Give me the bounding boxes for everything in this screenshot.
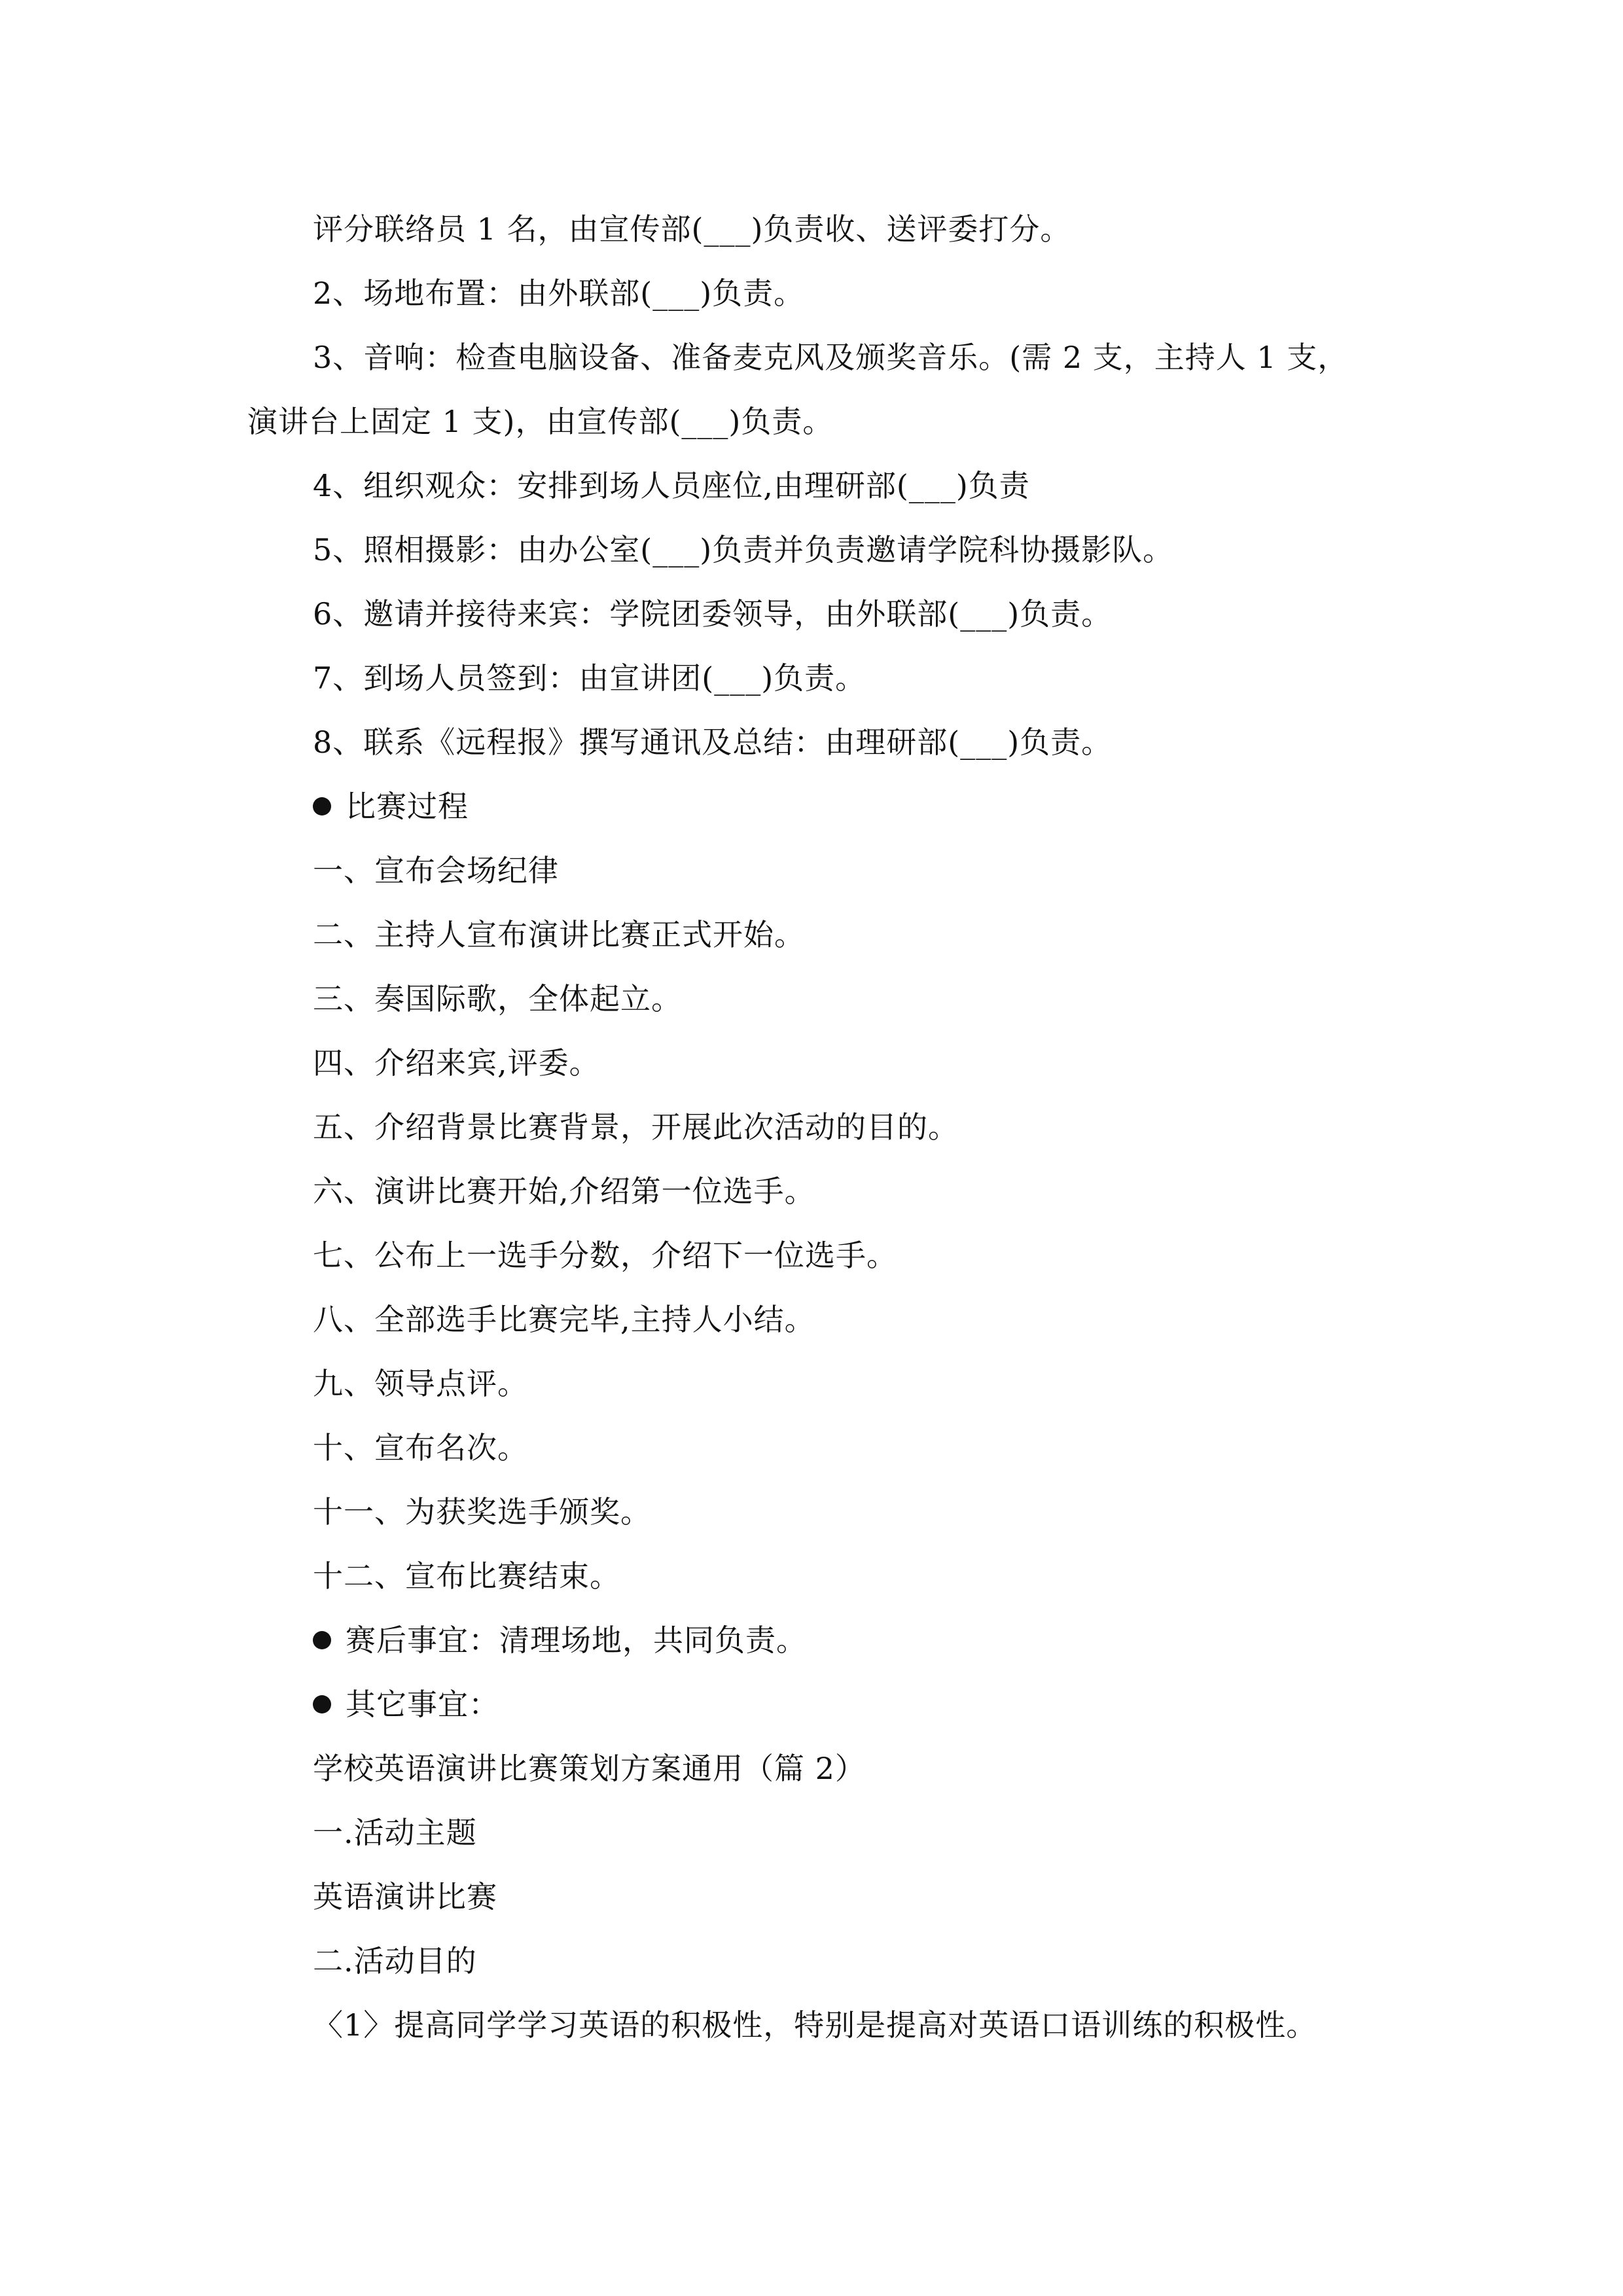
text-line: 五、介绍背景比赛背景，开展此次活动的目的。 xyxy=(313,1109,959,1145)
text-line: 十、宣布名次。 xyxy=(313,1430,528,1465)
text-line: 2、场地布置：由外联部(___)负责。 xyxy=(313,276,805,311)
bullet-item-label: 其它事宜： xyxy=(346,1687,499,1722)
text-line: 7、到场人员签到：由宣讲团(___)负责。 xyxy=(313,660,866,696)
text-line: 七、公布上一选手分数，介绍下一位选手。 xyxy=(313,1238,897,1273)
text-line: 一、宣布会场纪律 xyxy=(313,853,559,888)
text-line: 5、照相摄影：由办公室(___)负责并负责邀请学院科协摄影队。 xyxy=(313,532,1174,567)
bullet-icon xyxy=(313,1631,331,1649)
text-line: 英语演讲比赛 xyxy=(313,1879,497,1914)
text-line: 评分联络员 1 名，由宣传部(___)负责收、送评委打分。 xyxy=(313,211,1071,247)
text-line: 十一、为获奖选手颁奖。 xyxy=(313,1494,651,1530)
bullet-icon xyxy=(313,797,331,816)
text-line: 九、领导点评。 xyxy=(313,1366,528,1401)
text-line: 3、音响：检查电脑设备、准备麦克风及颁奖音乐。(需 2 支，主持人 1 支， xyxy=(313,340,1349,375)
text-line: 三、奏国际歌，全体起立。 xyxy=(313,981,682,1016)
text-line: 四、介绍来宾,评委。 xyxy=(313,1045,600,1081)
text-line: 4、组织观众：安排到场人员座位,由理研部(___)负责 xyxy=(313,468,1030,503)
text-line: 演讲台上固定 1 支)，由宣传部(___)负责。 xyxy=(247,404,834,439)
text-line: 一.活动主题 xyxy=(313,1815,477,1850)
section-title: 学校英语演讲比赛策划方案通用（篇 2） xyxy=(313,1751,866,1786)
text-line: 八、全部选手比赛完毕,主持人小结。 xyxy=(313,1302,815,1337)
bullet-item-label: 比赛过程 xyxy=(346,789,469,824)
bullet-icon xyxy=(313,1695,331,1713)
bullet-item xyxy=(313,1622,807,1659)
text-line: 〈1〉提高同学学习英语的积极性，特别是提高对英语口语训练的积极性。 xyxy=(313,2007,1317,2043)
bullet-item-label: 赛后事宜：清理场地，共同负责。 xyxy=(346,1623,807,1658)
text-line: 六、演讲比赛开始,介绍第一位选手。 xyxy=(313,1174,815,1209)
text-line: 二、主持人宣布演讲比赛正式开始。 xyxy=(313,917,805,952)
text-line: 8、联系《远程报》撰写通讯及总结：由理研部(___)负责。 xyxy=(313,725,1113,760)
text-line: 十二、宣布比赛结束。 xyxy=(313,1558,620,1594)
bullet-item xyxy=(313,788,469,825)
text-line: 二.活动目的 xyxy=(313,1943,477,1979)
bullet-item xyxy=(313,1686,499,1723)
text-line: 6、邀请并接待来宾：学院团委领导，由外联部(___)负责。 xyxy=(313,596,1113,632)
